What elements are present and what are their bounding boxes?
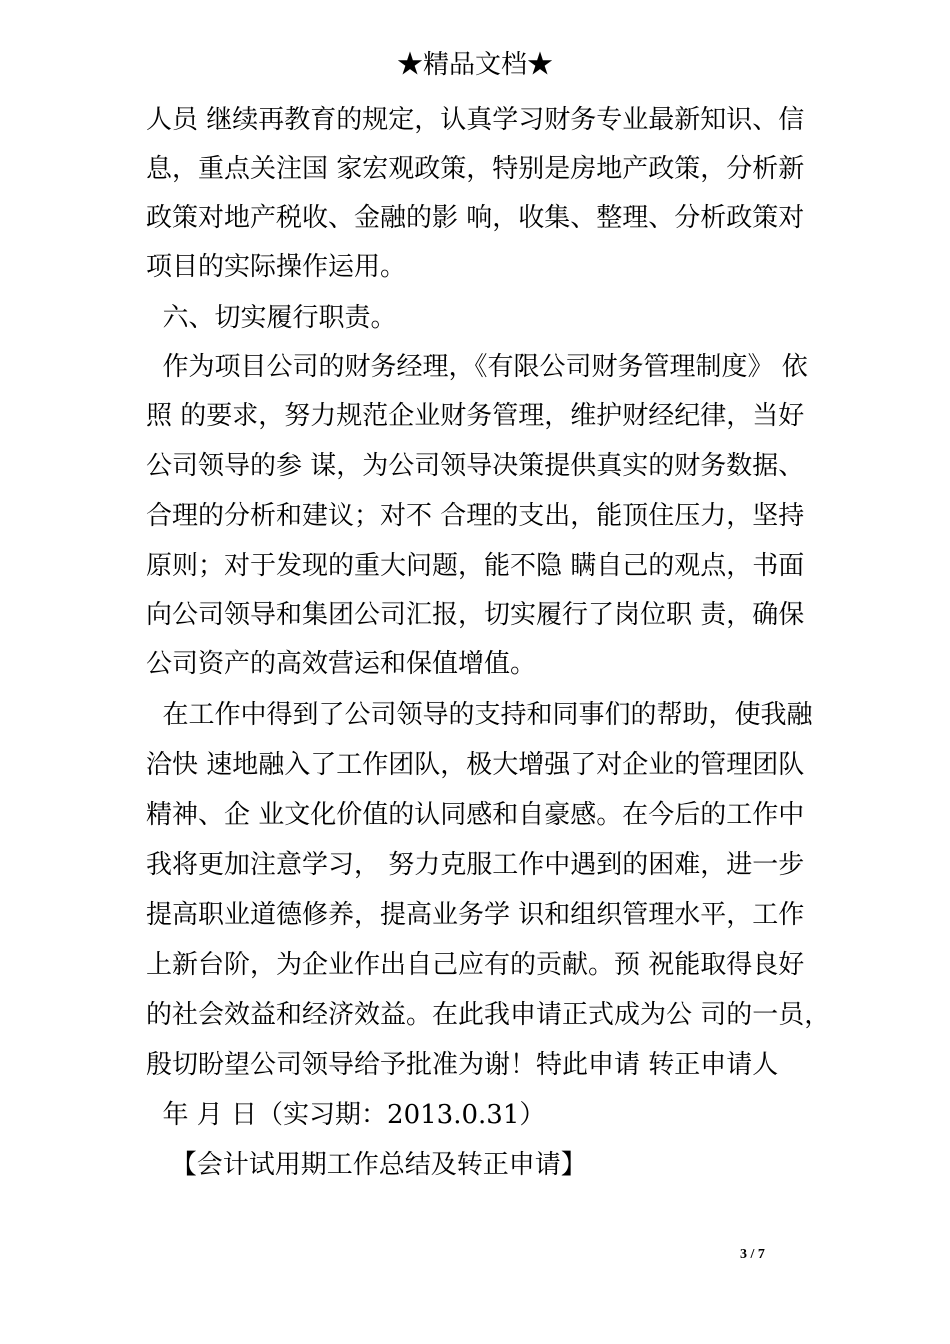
body-line: 原则；对于发现的重大问题，能不隐 瞒自己的观点，书面: [146, 551, 805, 581]
date-line: 年 月 日（实习期：2013.0.31）: [146, 1100, 546, 1130]
body-line: 上新台阶，为企业作出自己应有的贡献。预 祝能取得良好: [146, 950, 805, 980]
body-line: 政策对地产税收、金融的影 响，收集、整理、分析政策对: [146, 203, 805, 233]
body-line: 人员 继续再教育的规定，认真学习财务专业最新知识、信: [146, 105, 805, 135]
body-line: 照 的要求，努力规范企业财务管理，维护财经纪律，当好: [146, 401, 805, 431]
document-title: 【会计试用期工作总结及转正申请】: [146, 1150, 587, 1180]
body-line: 向公司领导和集团公司汇报，切实履行了岗位职 责，确保: [146, 600, 805, 630]
page-number: 3 / 7: [740, 1247, 765, 1262]
body-line: 在工作中得到了公司领导的支持和同事们的帮助，使我融: [146, 700, 813, 730]
body-line: 我将更加注意学习， 努力克服工作中遇到的困难，进一步: [146, 850, 805, 880]
body-line: 精神、企 业文化价值的认同感和自豪感。在今后的工作中: [146, 800, 805, 830]
section-heading: 六、切实履行职责。: [146, 303, 397, 333]
body-line: 公司资产的高效营运和保值增值。: [146, 649, 537, 679]
body-line: 殷切盼望公司领导给予批准为谢！特此申请 转正申请人: [146, 1050, 779, 1080]
body-line: 作为项目公司的财务经理，《有限公司财务管理制度》 依: [146, 352, 808, 382]
body-line: 的社会效益和经济效益。在此我申请正式成为公 司的一员，: [146, 1000, 831, 1030]
body-line: 提高职业道德修养，提高业务学 识和组织管理水平，工作: [146, 900, 805, 930]
body-line: 公司领导的参 谋，为公司领导决策提供真实的财务数据、: [146, 451, 805, 481]
body-line: 项目的实际操作运用。: [146, 252, 407, 282]
body-line: 息，重点关注国 家宏观政策，特别是房地产政策，分析新: [146, 154, 805, 184]
body-line: 洽快 速地融入了工作团队，极大增强了对企业的管理团队: [146, 750, 805, 780]
page-header: ★精品文档★: [396, 50, 553, 80]
body-line: 合理的分析和建议；对不 合理的支出，能顶住压力，坚持: [146, 501, 805, 531]
